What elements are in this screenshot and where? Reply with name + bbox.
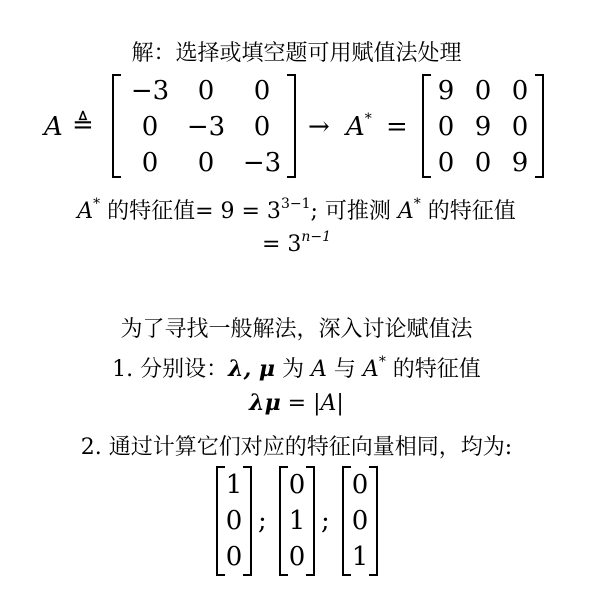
matrix-cell: 0: [253, 112, 271, 142]
equals-abs: = |: [280, 391, 321, 416]
matrix-cell: 0: [141, 148, 159, 178]
matrix-cell: 9: [437, 76, 455, 106]
abs-close: |: [336, 391, 344, 416]
matrix-cell: 0: [197, 148, 215, 178]
step-number: 1.: [112, 357, 134, 382]
step-2: [0, 430, 593, 461]
separator: ;: [321, 506, 330, 536]
exponent: n−1: [301, 228, 332, 245]
eigen-text: = 3: [261, 232, 302, 257]
matrix-cell: 0: [437, 112, 455, 142]
product-equation: [0, 390, 593, 416]
step-1: [0, 352, 593, 383]
star-superscript: *: [93, 195, 101, 212]
vector-entry: 1: [288, 506, 306, 536]
eigenvector: [279, 466, 315, 576]
matrix-cell: 0: [197, 76, 215, 106]
equals-symbol: =: [386, 112, 408, 142]
symbol-A-star: [346, 111, 372, 142]
matrix-cell: 0: [437, 148, 455, 178]
eigen-statement: [0, 194, 593, 225]
star-superscript: *: [413, 195, 421, 212]
vector-entry: 1: [351, 542, 369, 572]
matrix-cell: −3: [242, 148, 282, 178]
vector-entry: 0: [351, 506, 369, 536]
matrix-A: [112, 74, 296, 178]
step-text: 分别设：: [133, 357, 229, 382]
matrix-cell: 0: [474, 76, 492, 106]
eigen-text: 的特征值= 9 = 3: [100, 199, 281, 224]
matrix-cell: −3: [186, 112, 226, 142]
star-superscript: *: [364, 111, 372, 128]
symbol-A: A: [44, 112, 63, 142]
matrix-A-star: [422, 74, 544, 178]
matrix-cell: −3: [130, 76, 170, 106]
matrix-cell: 9: [474, 112, 492, 142]
matrix-cell: 0: [253, 76, 271, 106]
vector-entry: 0: [225, 542, 243, 572]
step-number: 2.: [80, 435, 102, 460]
step-text: 通过计算它们对应的特征向量相同，均为:: [101, 435, 513, 460]
lambda-mu: λμ: [249, 390, 281, 416]
eigen-text: 的特征值: [420, 199, 516, 224]
general-heading: 为了寻找一般解法，深入讨论赋值法: [120, 317, 473, 342]
matrix-cell: 0: [141, 112, 159, 142]
matrix-cell: 9: [511, 148, 529, 178]
step-text: 与: [326, 357, 363, 382]
symbol-A: A: [346, 112, 365, 142]
matrix-cell: 0: [511, 112, 529, 142]
heading: 解：选择或填空题可用赋值法处理: [131, 41, 462, 66]
eigenvector: [216, 466, 252, 576]
symbol-A: A: [77, 199, 94, 224]
matrix-equation: [0, 72, 593, 182]
star-superscript: *: [378, 353, 386, 370]
vector-entry: 1: [225, 470, 243, 500]
eigenvector: [342, 466, 378, 576]
vector-entry: 0: [288, 542, 306, 572]
symbol-A: A: [362, 357, 379, 382]
arrow-symbol: →: [308, 112, 330, 142]
eigen-text: ; 可推测: [310, 199, 398, 224]
symbol-A: A: [397, 199, 414, 224]
symbol-A: A: [311, 357, 327, 382]
vector-entry: 0: [351, 470, 369, 500]
defeq-symbol: ≜: [72, 110, 94, 140]
lambda-mu: λ, μ: [228, 356, 276, 382]
vector-entry: 0: [225, 506, 243, 536]
step-text: 的特征值: [385, 357, 481, 382]
eigenvectors: [0, 466, 593, 578]
exponent: 3−1: [280, 195, 311, 212]
matrix-cell: 0: [511, 76, 529, 106]
matrix-cell: 0: [474, 148, 492, 178]
step-text: 为: [275, 357, 312, 382]
symbol-A: A: [320, 391, 337, 416]
vector-entry: 0: [288, 470, 306, 500]
separator: ;: [258, 506, 267, 536]
eigen-statement-cont: [0, 228, 593, 257]
